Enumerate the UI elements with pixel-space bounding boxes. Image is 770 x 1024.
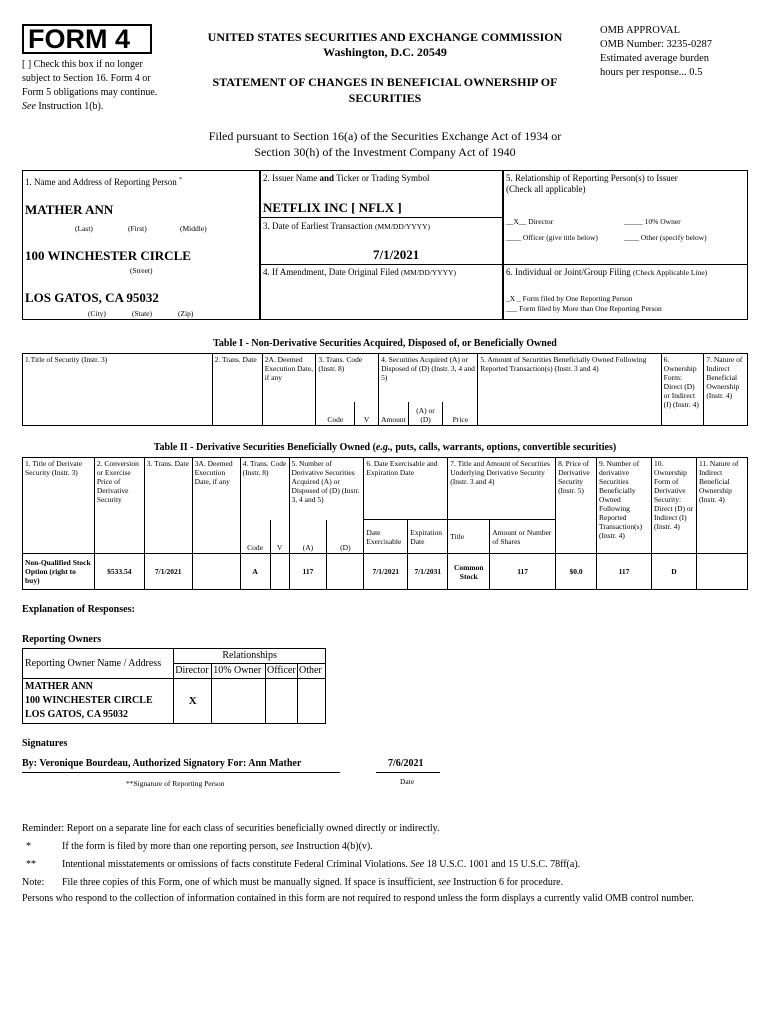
t1-col-nature: 7. Nature of Indirect Beneficial Ownership (Instr. 4) <box>704 354 748 426</box>
table1-title: Table I - Non-Derivative Securities Acquired, Disposed of, or Beneficially Owned <box>213 338 557 349</box>
omb-approval <box>600 24 760 80</box>
ro-name2: 100 WINCHESTER CIRCLE <box>25 695 153 706</box>
footnote-2: ** Intentional misstatements or omissions of facts constitute Federal Criminal Violations. See 18 U.S.C. 1001 and 15 U.S.C. 78ff(a). <box>26 859 581 870</box>
sec-city: Washington, D.C. 20549 <box>323 45 447 59</box>
ro-rel-hdr: Relationships <box>174 649 326 664</box>
filed-line: Filed pursuant to Section 16(a) of the Securities Exchange Act of 1934 or <box>208 129 562 143</box>
box-issuer <box>260 170 503 320</box>
ro-officer-val <box>265 679 297 724</box>
t1-col-form: 6. Ownership Form: Direct (D) or Indirect (I) (Instr. 4) <box>661 354 704 426</box>
box2-label: 2. Issuer Name and Ticker or Trading Symbol <box>263 173 430 183</box>
director-check: __X__ Director <box>506 217 554 226</box>
divider <box>260 264 503 265</box>
city-caption: (City) <box>88 309 106 318</box>
box5-label: 5. Relationship of Reporting Person(s) to Issuer (Check all applicable) <box>506 173 678 194</box>
explanation-heading: Explanation of Responses: <box>22 604 135 615</box>
footnotes <box>22 820 748 905</box>
signature-caption: **Signature of Reporting Person <box>126 779 225 788</box>
owner10-check: _____ 10% Owner <box>624 217 681 226</box>
checkbox-note <box>22 58 172 114</box>
t2-col-title: 1. Title of Derivate Security (Instr. 3) <box>23 458 95 554</box>
row-date-ex: 7/1/2021 <box>364 554 408 590</box>
t2-col-deemed: 3A. Deemed Execution Date, if any <box>192 458 240 554</box>
t2-d: (D) <box>327 520 364 554</box>
city-value: LOS GATOS, CA 95032 <box>25 290 159 305</box>
t2-col-number: 5. Number of Derivative Securities Acquired (A) or Disposed of (D) (Instr. 3, 4 and 5) <box>289 458 364 520</box>
t2-col-underlying: 7. Title and Amount of Securities Underlying Derivative Security (Instr. 3 and 4) <box>448 458 556 520</box>
filed-line: Section 30(h) of the Investment Company Act of 1940 <box>254 145 516 159</box>
persons-notice: Persons who respond to the collection of information contained in this form are not required to respond unless the form displays a currently valid OMB control number. <box>22 893 694 904</box>
row-v <box>270 554 289 590</box>
t2-title: Title <box>448 520 490 554</box>
t1-col-title: 1.Title of Security (Instr. 3) <box>23 354 213 426</box>
first-caption: (First) <box>128 224 147 233</box>
t2-date-ex: Date Exercisable <box>364 520 408 554</box>
t1-col-acquired: 4. Securities Acquired (A) or Disposed of (D) (Instr. 3, 4 and 5) <box>379 354 478 402</box>
t1-v: V <box>355 402 379 426</box>
t2-col-owned: 9. Number of derivative Securities Beneficially Owned Following Reported Transaction(s) (Instr. 4) <box>597 458 652 554</box>
ro-director-x: X <box>174 679 212 724</box>
zip-caption: (Zip) <box>178 309 194 318</box>
date-caption: Date <box>400 777 415 786</box>
other-check: ____ Other (specify below) <box>624 233 707 242</box>
form-title: FORM 4 <box>22 24 152 54</box>
omb-line: OMB Number: 3235-0287 <box>600 39 712 50</box>
table2-title: Table II - Derivative Securities Beneficially Owned (e.g., puts, calls, warrants, options, convertible securities) <box>153 442 617 453</box>
box6-label: 6. Individual or Joint/Group Filing (Check Applicable Line) <box>506 267 708 277</box>
omb-line: hours per response... 0.5 <box>600 67 703 78</box>
table-derivative <box>22 457 748 590</box>
row-nature <box>696 554 747 590</box>
box1-label: 1. Name and Address of Reporting Person * <box>25 177 182 187</box>
filed-one: _X _ Form filed by One Reporting Person <box>506 294 633 303</box>
omb-line: OMB APPROVAL <box>600 25 681 36</box>
t1-code: Code <box>316 402 355 426</box>
row-acquired: 117 <box>289 554 327 590</box>
row-deemed <box>192 554 240 590</box>
t1-col-date: 2. Trans. Date <box>212 354 262 426</box>
row-amount: 117 <box>490 554 556 590</box>
reminder-text: Reminder: Report on a separate line for each class of securities beneficially owned directly or indirectly. <box>22 823 440 834</box>
signatures-heading: Signatures <box>22 738 68 749</box>
row-price: $533.54 <box>94 554 144 590</box>
omb-line: Estimated average burden <box>600 53 710 64</box>
middle-caption: (Middle) <box>180 224 207 233</box>
row-security: Non-Qualified Stock Option (right to buy) <box>23 554 95 590</box>
t2-col-exercisable: 6. Date Exercisable and Expiration Date <box>364 458 448 520</box>
row-code: A <box>240 554 270 590</box>
ro-name3: LOS GATOS, CA 95032 <box>25 709 128 720</box>
t2-col-code: 4. Trans. Code (Instr. 8) <box>240 458 289 520</box>
street-value: 100 WINCHESTER CIRCLE <box>25 248 191 263</box>
reporter-name: MATHER ANN <box>25 202 114 217</box>
row-disposed <box>327 554 364 590</box>
filed-pursuant <box>100 128 670 160</box>
ro-owner-cell <box>23 679 174 724</box>
t1-price: Price <box>443 402 478 426</box>
t2-v: V <box>270 520 289 554</box>
filed-more: ___ Form filed by More than One Reporting Person <box>506 304 662 313</box>
t2-code: Code <box>240 520 270 554</box>
signature-date: 7/6/2021 <box>388 758 424 769</box>
t2-a: (A) <box>289 520 327 554</box>
table-reporting-owners <box>22 648 326 724</box>
t1-aord: (A) or (D) <box>408 402 443 426</box>
sec-title: UNITED STATES SECURITIES AND EXCHANGE COMMISSION <box>207 30 563 44</box>
t1-col-code: 3. Trans. Code (Instr. 8) <box>316 354 379 402</box>
state-caption: (State) <box>132 309 152 318</box>
ro-owner10-val <box>212 679 266 724</box>
issuer-name: NETFLIX INC [ NFLX ] <box>263 200 402 215</box>
signature-line <box>22 772 340 773</box>
table-non-derivative <box>22 353 748 426</box>
date-line <box>376 772 440 773</box>
t2-col-deriv-price: 8. Price of Derivative Security (Instr. 5) <box>556 458 597 554</box>
sec-header <box>170 30 600 60</box>
t2-col-price: 2. Conversion or Exercise Price of Derivative Security <box>94 458 144 554</box>
footnote-note: Note: File three copies of this Form, one of which must be manually signed. If space is insufficient, see Instruction 6 for procedure. <box>22 877 564 888</box>
earliest-date: 7/1/2021 <box>373 247 420 262</box>
divider <box>260 217 503 218</box>
ro-name1: MATHER ANN <box>25 681 93 692</box>
t2-col-form: 10. Ownership Form of Derivative Security: Direct (D) or Indirect (I) (Instr. 4) <box>651 458 696 554</box>
ro-other: Other <box>297 664 325 679</box>
t2-amt: Amount or Number of Shares <box>490 520 556 554</box>
table-row <box>23 554 748 590</box>
footnote-1: * If the form is filed by more than one reporting person, see Instruction 4(b)(v). <box>26 841 373 852</box>
row-owned: 117 <box>597 554 652 590</box>
row-trans-date: 7/1/2021 <box>144 554 192 590</box>
street-caption: (Street) <box>130 266 153 275</box>
statement-title: STATEMENT OF CHANGES IN BENEFICIAL OWNERSHIP OF SECURITIES <box>212 75 558 105</box>
t1-amount: Amount <box>379 402 409 426</box>
ro-officer: Officer <box>265 664 297 679</box>
ro-other-val <box>297 679 325 724</box>
checkbox-text: [ ] Check this box if no longer subject to Section 16. Form 4 or Form 5 obligations may continue. <box>22 59 158 98</box>
signature-by: By: Veronique Bourdeau, Authorized Signatory For: Ann Mather <box>22 758 302 769</box>
ro-owner10: 10% Owner <box>212 664 266 679</box>
t1-col-deemed: 2A. Deemed Execution Date, if any <box>262 354 316 426</box>
reporting-owners-heading: Reporting Owners <box>22 634 102 645</box>
box4-label: 4. If Amendment, Date Original Filed (MM/DD/YYYY) <box>263 267 456 277</box>
ro-name-hdr: Reporting Owner Name / Address <box>23 649 174 679</box>
row-title: Common Stock <box>448 554 490 590</box>
divider <box>503 264 748 265</box>
checkbox-see: See <box>22 101 36 112</box>
t2-exp: Expiration Date <box>408 520 448 554</box>
last-caption: (Last) <box>75 224 93 233</box>
box3-label: 3. Date of Earliest Transaction (MM/DD/YYYY) <box>263 221 430 231</box>
row-form: D <box>651 554 696 590</box>
checkbox-instr: Instruction 1(b). <box>38 101 104 112</box>
officer-check: ____ Officer (give title below) <box>506 233 598 242</box>
t1-col-owned: 5. Amount of Securities Beneficially Owned Following Reported Transaction(s) (Instr. 3 and 4) <box>478 354 661 426</box>
t2-col-date: 3. Trans. Date <box>144 458 192 554</box>
t2-col-nature: 11. Nature of Indirect Beneficial Ownership (Instr. 4) <box>696 458 747 554</box>
ro-director: Director <box>174 664 212 679</box>
row-exp: 7/1/2031 <box>408 554 448 590</box>
row-deriv-price: $0.0 <box>556 554 597 590</box>
